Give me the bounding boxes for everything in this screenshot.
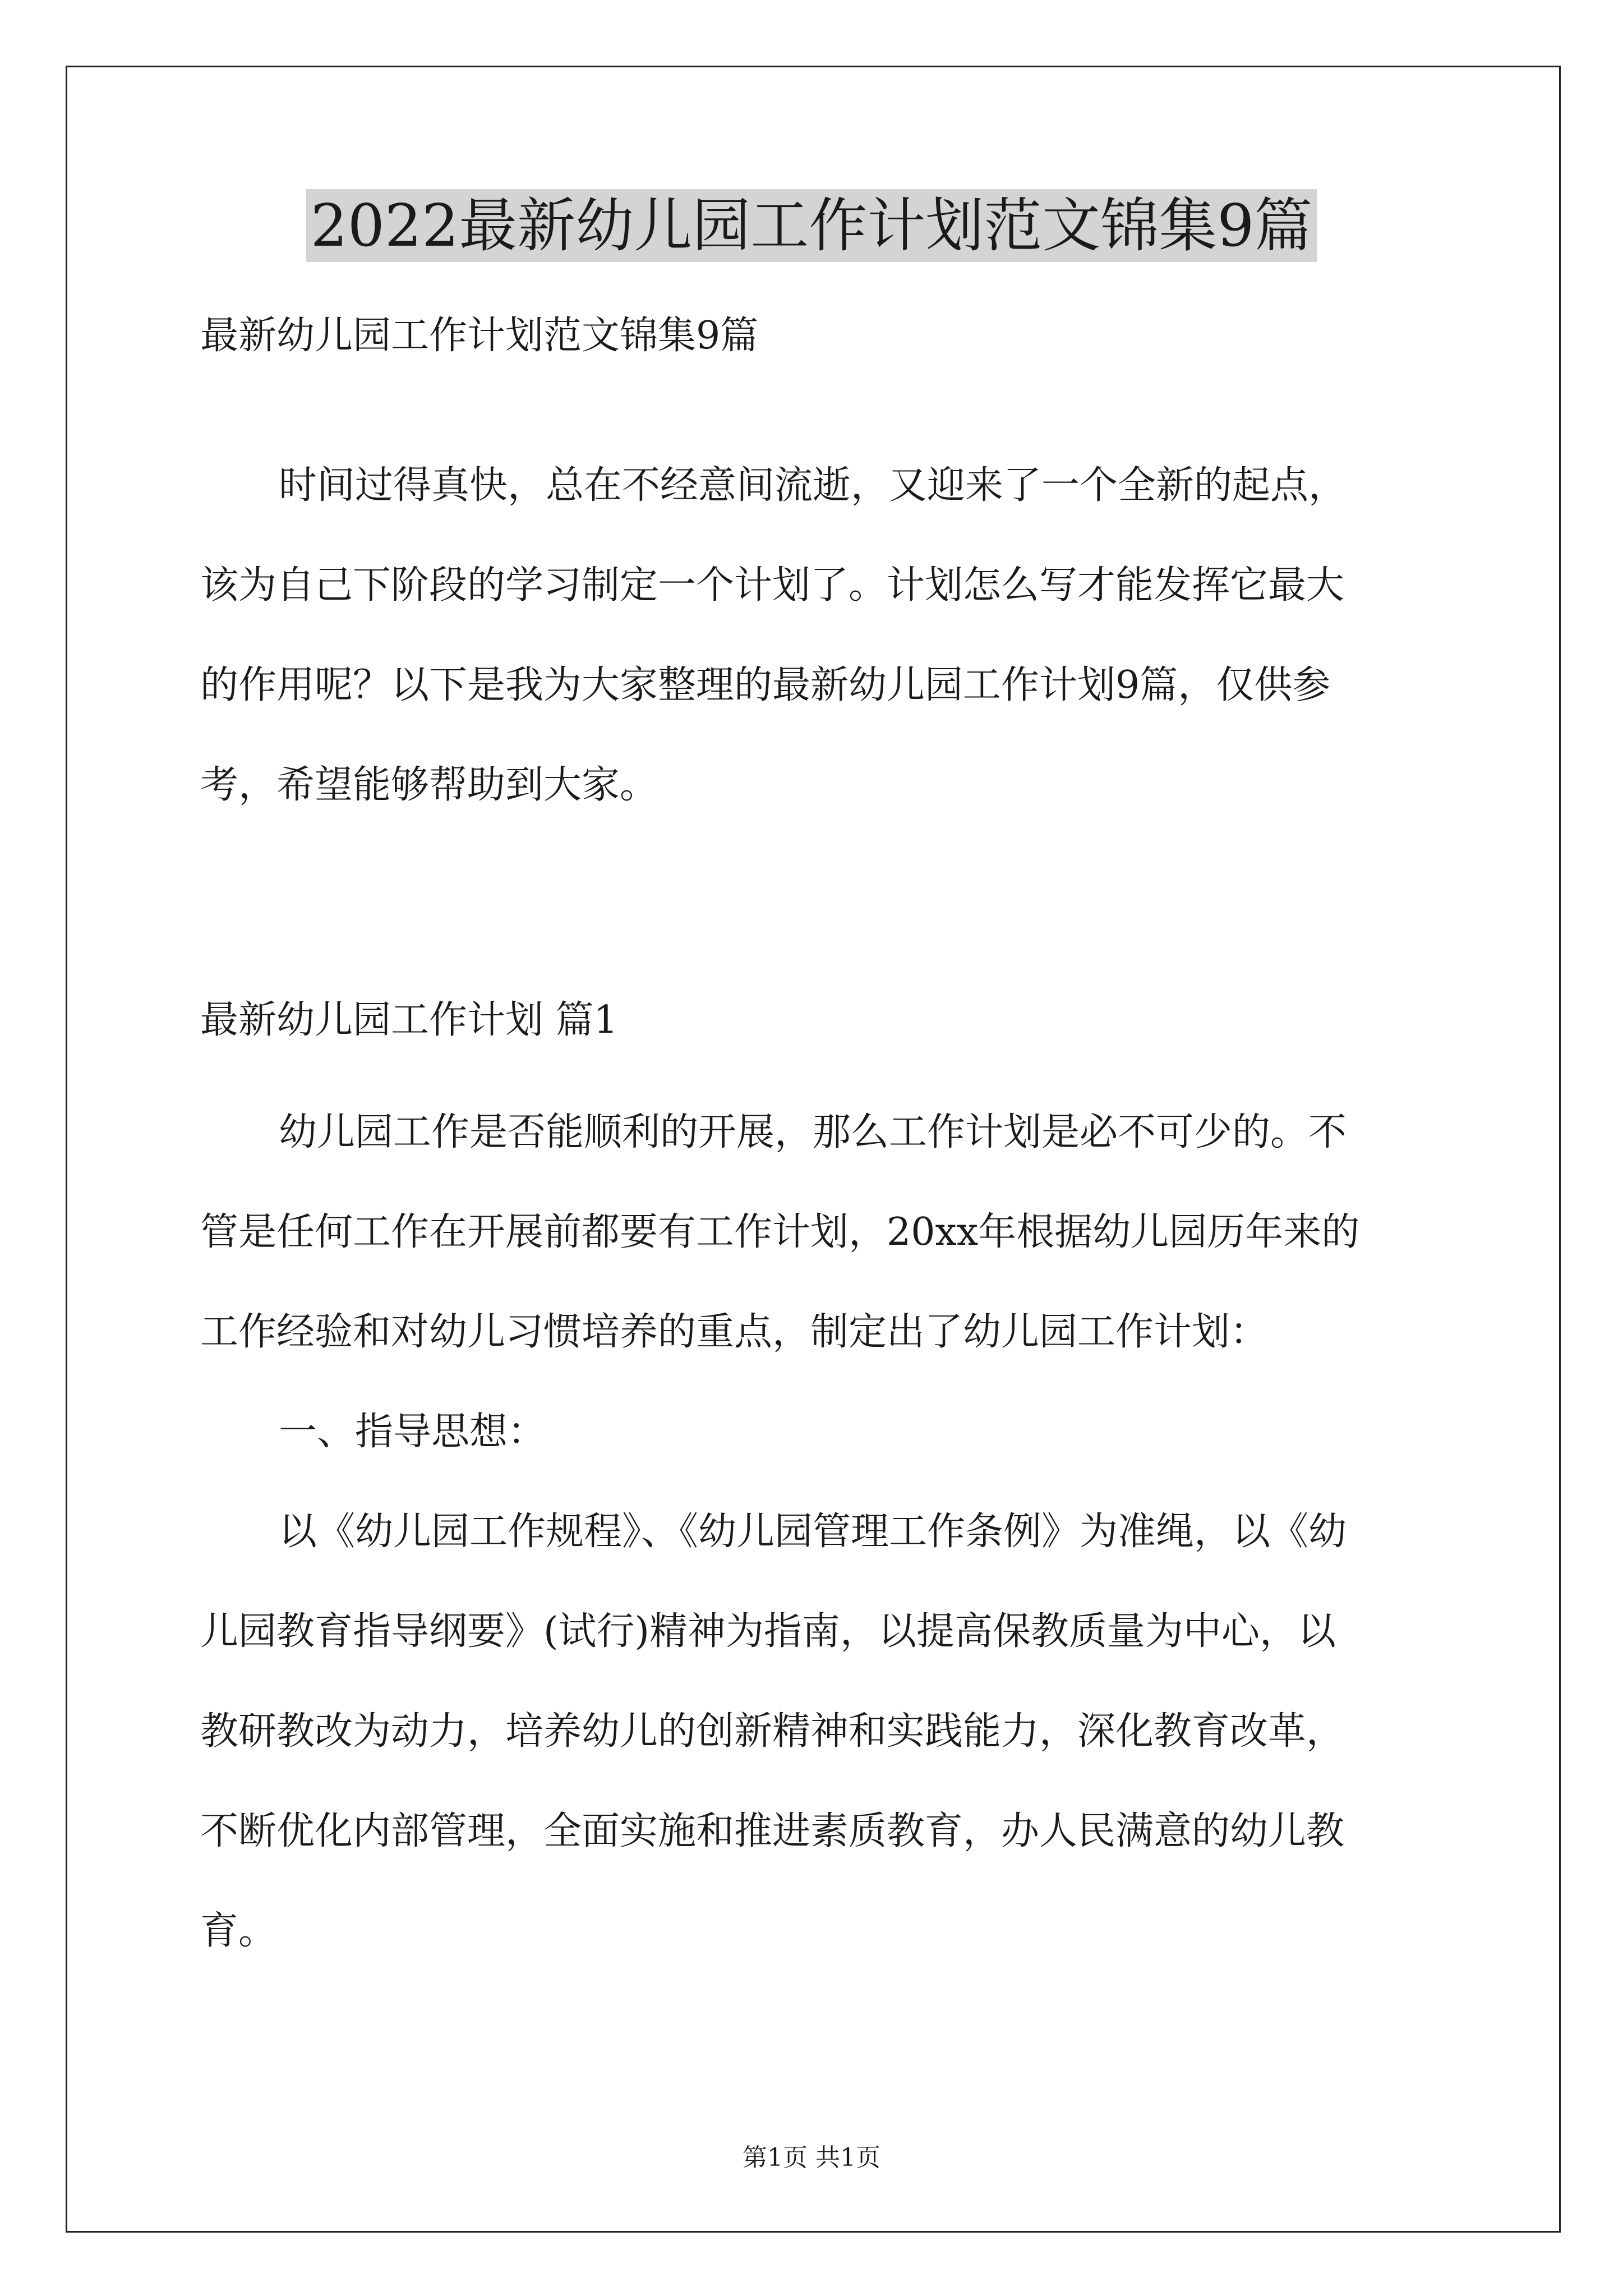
document-title-text: 2022最新幼儿园工作计划范文锦集9篇 (306, 189, 1317, 262)
intro-line: 该为自己下阶段的学习制定一个计划了。计划怎么写才能发挥它最大 (200, 563, 1345, 608)
section-line: 教研教改为动力，培养幼儿的创新精神和实践能力，深化教育改革， (200, 1709, 1345, 1754)
section-line: 育。 (200, 1909, 277, 1953)
section-line: 幼儿园工作是否能顺利的开展，那么工作计划是必不可少的。不 (279, 1110, 1347, 1154)
section-heading: 最新幼儿园工作计划 篇1 (200, 998, 618, 1042)
document-title (0, 191, 1623, 261)
section-line: 不断优化内部管理，全面实施和推进素质教育，办人民满意的幼儿教 (200, 1809, 1345, 1853)
intro-line: 考，希望能够帮助到大家。 (200, 763, 658, 807)
page-footer: 第1页 共1页 (743, 2143, 880, 2172)
section-line: 一、指导思想： (279, 1410, 546, 1454)
intro-line: 时间过得真快，总在不经意间流逝，又迎来了一个全新的起点， (279, 463, 1347, 508)
intro-line: 的作用呢？以下是我为大家整理的最新幼儿园工作计划9篇，仅供参 (200, 663, 1331, 707)
section-line: 管是任何工作在开展前都要有工作计划，20xx年根据幼儿园历年来的 (200, 1210, 1360, 1254)
section-line: 儿园教育指导纲要》(试行)精神为指南，以提高保教质量为中心，以 (200, 1609, 1336, 1654)
section-line: 以《幼儿园工作规程》、《幼儿园管理工作条例》为准绳，以《幼 (279, 1510, 1347, 1554)
section-line: 工作经验和对幼儿习惯培养的重点，制定出了幼儿园工作计划： (200, 1310, 1269, 1354)
document-subtitle: 最新幼儿园工作计划范文锦集9篇 (200, 314, 759, 358)
